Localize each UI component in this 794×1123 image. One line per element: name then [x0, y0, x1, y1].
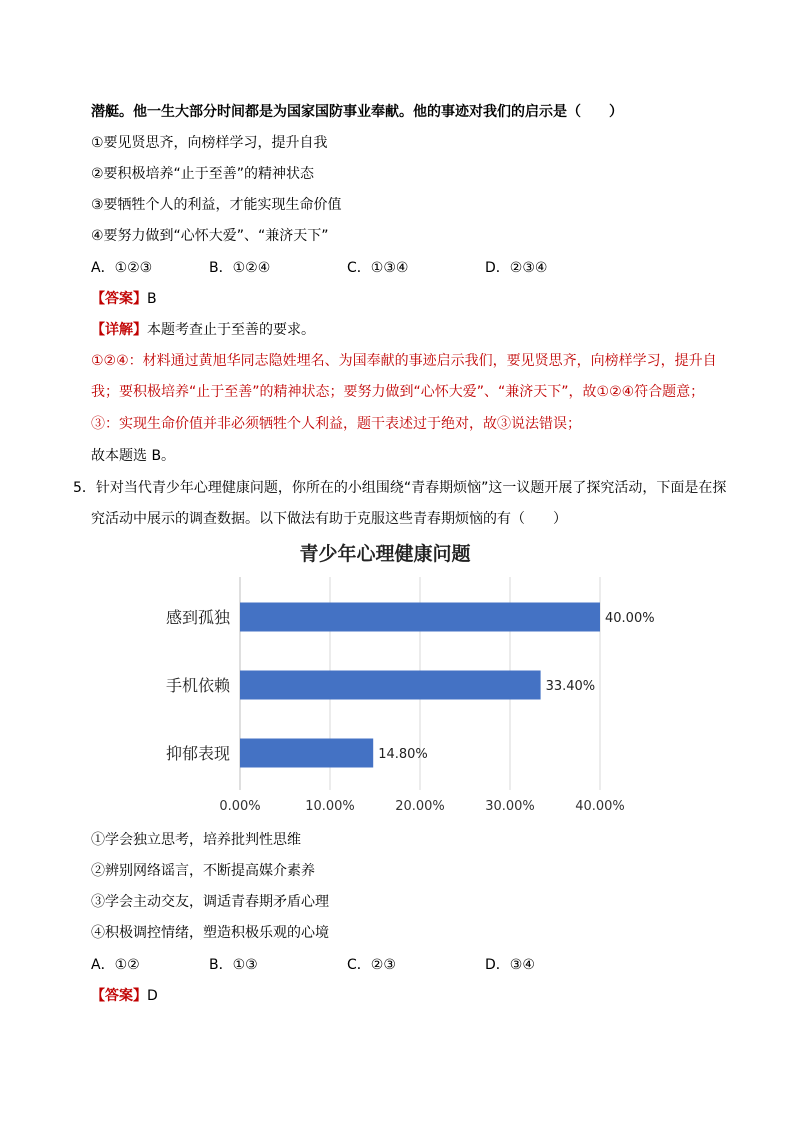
- data-label: 33.40%: [545, 679, 596, 694]
- x-tick-label: 0.00%: [219, 799, 261, 814]
- data-label: 14.80%: [378, 747, 428, 762]
- detail-text: 本题考查止于至善的要求。: [147, 322, 315, 338]
- q5-number: 5．: [73, 480, 96, 496]
- x-tick-label: 30.00%: [485, 799, 535, 814]
- q5-statement-1: ①学会独立思考，培养批判性思维: [91, 832, 301, 848]
- category-label: 手机依赖: [165, 676, 230, 695]
- q4-options: [91, 258, 547, 278]
- q4-conclusion: 故本题选 B。: [91, 448, 176, 464]
- q4-option-b: B．①②④: [209, 260, 271, 276]
- q5-option-a: A．①②: [91, 957, 140, 973]
- q4-statement-1: ①要见贤思齐，向榜样学习，提升自我: [91, 135, 328, 151]
- category-label: 感到孤独: [165, 608, 230, 627]
- answer-value: D: [147, 988, 158, 1004]
- q4-answer: [91, 289, 157, 309]
- answer-value: B: [147, 291, 157, 307]
- q4-detail: [91, 320, 315, 340]
- bar-chart: [150, 535, 680, 825]
- chart-category-labels: [166, 608, 231, 763]
- x-tick-label: 20.00%: [395, 799, 445, 814]
- q4-statement-2: ②要积极培养“止于至善”的精神状态: [91, 166, 315, 182]
- q4-option-a: A．①②③: [91, 260, 153, 276]
- q5-option-b: B．①③: [209, 957, 258, 973]
- bar: [240, 739, 373, 768]
- category-label: 抑郁表现: [165, 744, 230, 763]
- q5-option-c: C．②③: [347, 957, 396, 973]
- chart-x-ticks: [219, 799, 624, 814]
- detail-label: 【详解】: [91, 322, 147, 338]
- q4-explain-1b: 我；要积极培养“止于至善”的精神状态；要努力做到“心怀大爱”、“兼济天下”，故①②④符合题意；: [91, 384, 705, 400]
- q5-stem-line-1: [73, 478, 726, 498]
- chart-title: 青少年心理健康问题: [299, 543, 471, 565]
- q4-explain-1a: ①②④：材料通过黄旭华同志隐姓埋名、为国奉献的事迹启示我们，要见贤思齐，向榜样学习，提升自: [91, 353, 717, 369]
- q5-statement-4: ④积极调控情绪，塑造积极乐观的心境: [91, 925, 329, 941]
- q4-stem-tail: 潜艇。他一生大部分时间都是为国家国防事业奉献。他的事迹对我们的启示是（ ）: [91, 104, 623, 120]
- q4-statement-3: ③要牺牲个人的利益，才能实现生命价值: [91, 197, 342, 213]
- bar: [240, 603, 600, 632]
- answer-label: 【答案】: [91, 988, 147, 1004]
- q5-statement-3: ③学会主动交友，调适青春期矛盾心理: [91, 894, 329, 910]
- data-label: 40.00%: [605, 611, 655, 626]
- q4-statement-4: ④要努力做到“心怀大爱”、“兼济天下”: [91, 228, 329, 244]
- x-tick-label: 40.00%: [575, 799, 625, 814]
- q5-options: [91, 955, 535, 975]
- q5-stem-text-1: 针对当代青少年心理健康问题，你所在的小组围绕“青春期烦恼”这一议题开展了探究活动，下面是在探: [95, 480, 727, 496]
- q4-option-c: C．①③④: [347, 260, 409, 276]
- q5-option-d: D．③④: [485, 957, 535, 973]
- q5-statement-2: ②辨别网络谣言，不断提高媒介素养: [91, 863, 315, 879]
- q4-explain-2: ③：实现生命价值并非必须牺牲个人利益，题干表述过于绝对，故③说法错误；: [91, 416, 581, 432]
- q5-answer: [91, 986, 158, 1006]
- q5-stem-line-2: 究活动中展示的调查数据。以下做法有助于克服这些青春期烦恼的有（ ）: [91, 511, 567, 527]
- q4-option-d: D．②③④: [485, 260, 548, 276]
- answer-label: 【答案】: [91, 291, 147, 307]
- bar: [240, 671, 541, 700]
- x-tick-label: 10.00%: [305, 799, 355, 814]
